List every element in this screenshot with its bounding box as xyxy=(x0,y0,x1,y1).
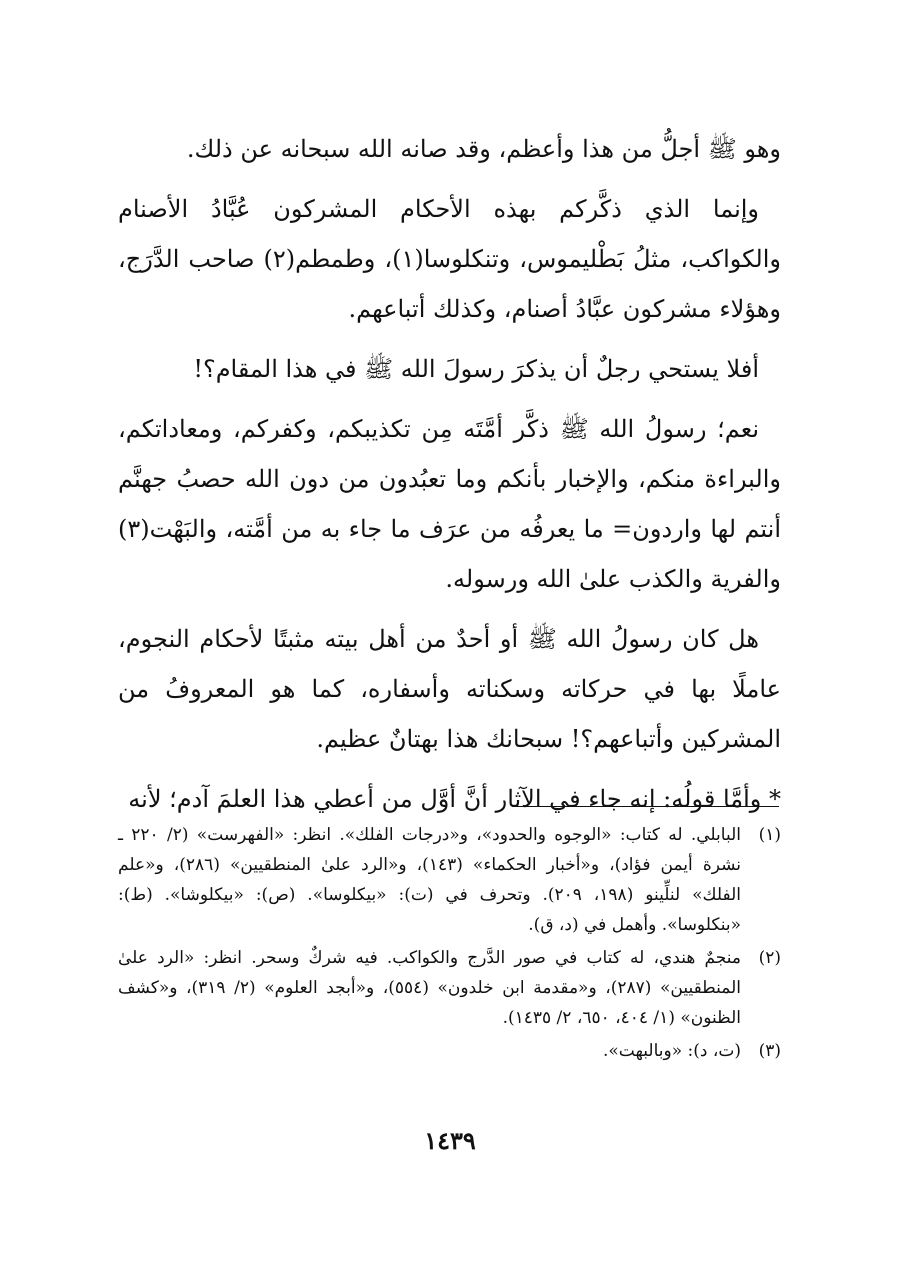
footnote xyxy=(118,820,781,940)
paragraph: نعم؛ رسولُ الله ﷺ ذكَّر أمَّتَه مِن تكذيبكم، وكفركم، ومعاداتكم، والبراءة منكم، والإخبار بأنكم وما تعبُدون من دون الله حصبُ جهنَّم أنتم لها واردون= ما يعرفُه من عرَف ما جاء به من أمَّته، والبَهْت(٣) والفرية والكذب علىٰ الله ورسوله. xyxy=(118,415,781,593)
footnote-text: منجمٌ هندي، له كتاب في صور الدَّرج والكواكب. فيه شركٌ وسحر. انظر: «الرد علىٰ المنطقيين» (٢٨٧)، و«مقدمة ابن خلدون» (٥٥٤)، و«أبجد العلوم» (٢/ ٣١٩)، و«كشف الظنون» (١/ ٤٠٤، ٦٥٠، ٢/ ١٤٣٥). xyxy=(118,948,741,1028)
footnote xyxy=(118,1036,781,1066)
footnotes xyxy=(118,820,781,1069)
footnote-text: (ت، د): «وبالبهت». xyxy=(602,1041,741,1061)
footnote-divider xyxy=(512,806,779,807)
main-text xyxy=(118,124,781,834)
page-number: ١٤٣٩ xyxy=(424,1126,476,1155)
paragraph: وهو ﷺ أجلُّ من هذا وأعظم، وقد صانه الله سبحانه عن ذلك. xyxy=(186,135,781,163)
footnote-number: (٢) xyxy=(758,948,781,968)
paragraph: وإنما الذي ذكَّركم بهذه الأحكام المشركون عُبَّادُ الأصنام والكواكب، مثلُ بَطْليموس، وتنكلوسا(١)، وطمطم(٢) صاحب الدَّرَج، وهؤلاء مشركون عبَّادُ أصنام، وكذلك أتباعهم. xyxy=(118,195,781,323)
footnote-text: البابلي. له كتاب: «الوجوه والحدود»، و«درجات الفلك». انظر: «الفهرست» (٢/ ٢٢٠ ـ نشرة أيمن فؤاد)، و«أخبار الحكماء» (١٤٣)، و«الرد علىٰ المنطقيين» (٢٨٦)، و«علم الفلك» لنلِّينو (١٩٨، ٢٠٩). وتحرف في (ت): «بيكلوسا». (ص): «بيكلوشا». (ط): «بنكلوسا». وأهمل في (د، ق). xyxy=(118,825,742,935)
footnote xyxy=(118,943,781,1033)
paragraph: * وأمَّا قولُه: إنه جاء في الآثار أنَّ أوَّل من أعطي هذا العلمَ آدم؛ لأنه xyxy=(128,785,781,813)
footnote-number: (٣) xyxy=(758,1041,781,1061)
footnote-number: (١) xyxy=(758,825,781,845)
paragraph: هل كان رسولُ الله ﷺ أو أحدٌ من أهل بيته مثبتًا لأحكام النجوم، عاملًا بها في حركاته وسكناته وأسفاره، كما هو المعروفُ من المشركين وأتباعهم؟! سبحانك هذا بهتانٌ عظيم. xyxy=(118,625,781,753)
paragraph: أفلا يستحي رجلٌ أن يذكرَ رسولَ الله ﷺ في هذا المقام؟! xyxy=(193,355,759,383)
